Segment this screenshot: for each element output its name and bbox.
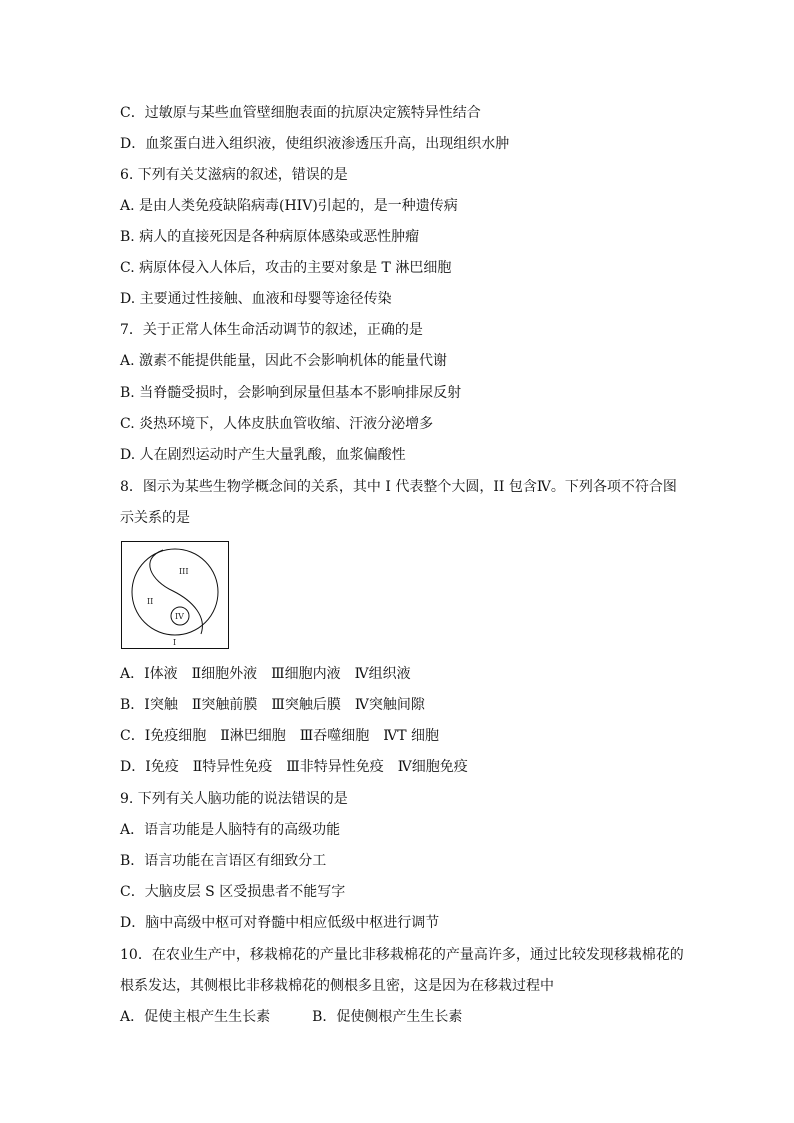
q10-options-ab: A．促使主根产生生长素 B．促使侧根产生生长素 [120, 1009, 463, 1025]
label-i: I [173, 638, 177, 647]
q6-stem: 6. 下列有关艾滋病的叙述，错误的是 [120, 167, 348, 183]
label-iv: IV [175, 612, 184, 621]
q6-option-b: B. 病人的直接死因是各种病原体感染或恶性肿瘤 [120, 229, 420, 245]
q8-stem-line2: 示关系的是 [120, 510, 190, 526]
q9-stem: 9. 下列有关人脑功能的说法错误的是 [120, 791, 348, 807]
label-ii: II [147, 597, 154, 606]
q8-option-a: A．Ⅰ体液 Ⅱ细胞外液 Ⅲ细胞内液 Ⅳ组织液 [120, 666, 411, 682]
diagram-frame [122, 542, 229, 649]
q7-option-b: B. 当脊髓受损时，会影响到尿量但基本不影响排尿反射 [120, 385, 462, 401]
q10-stem-line1: 10．在农业生产中，移栽棉花的产量比非移栽棉花的产量高许多，通过比较发现移栽棉花的 [120, 947, 684, 963]
q9-option-c: C．大脑皮层 S 区受损患者不能写字 [120, 884, 346, 900]
q5-option-c: C．过敏原与某些血管壁细胞表面的抗原决定簇特异性结合 [120, 105, 481, 121]
q5-option-d: D．血浆蛋白进入组织液，使组织液渗透压升高，出现组织水肿 [120, 136, 510, 152]
q8-option-c: C．Ⅰ免疫细胞 Ⅱ淋巴细胞 Ⅲ吞噬细胞 ⅣT 细胞 [120, 728, 440, 744]
q7-option-d: D. 人在剧烈运动时产生大量乳酸，血浆偏酸性 [120, 447, 406, 463]
concept-diagram [121, 541, 229, 649]
label-iii: III [179, 567, 189, 576]
concept-diagram-svg [121, 541, 229, 649]
q7-stem: 7．关于正常人体生命活动调节的叙述，正确的是 [120, 322, 423, 338]
q6-option-c: C. 病原体侵入人体后，攻击的主要对象是 T 淋巴细胞 [120, 260, 452, 276]
q7-option-c: C. 炎热环境下，人体皮肤血管收缩、汗液分泌增多 [120, 416, 434, 432]
q8-stem-line1: 8．图示为某些生物学概念间的关系，其中 I 代表整个大圆，II 包含Ⅳ。下列各项不符合图 [120, 479, 677, 495]
q9-option-a: A．语言功能是人脑特有的高级功能 [120, 822, 341, 838]
q6-option-a: A. 是由人类免疫缺陷病毒(HIV)引起的，是一种遗传病 [120, 198, 458, 214]
q10-stem-line2: 根系发达，其侧根比非移栽棉花的侧根多且密，这是因为在移栽过程中 [120, 978, 554, 994]
q9-option-b: B．语言功能在言语区有细致分工 [120, 853, 327, 869]
q8-option-b: B．Ⅰ突触 Ⅱ突触前膜 Ⅲ突触后膜 Ⅳ突触间隙 [120, 697, 425, 713]
q6-option-d: D. 主要通过性接触、血液和母婴等途径传染 [120, 291, 392, 307]
q7-option-a: A. 激素不能提供能量，因此不会影响机体的能量代谢 [120, 353, 448, 369]
q8-option-d: D．Ⅰ免疫 Ⅱ特异性免疫 Ⅲ非特异性免疫 Ⅳ细胞免疫 [120, 759, 468, 775]
q9-option-d: D．脑中高级中枢可对脊髓中相应低级中枢进行调节 [120, 915, 440, 931]
